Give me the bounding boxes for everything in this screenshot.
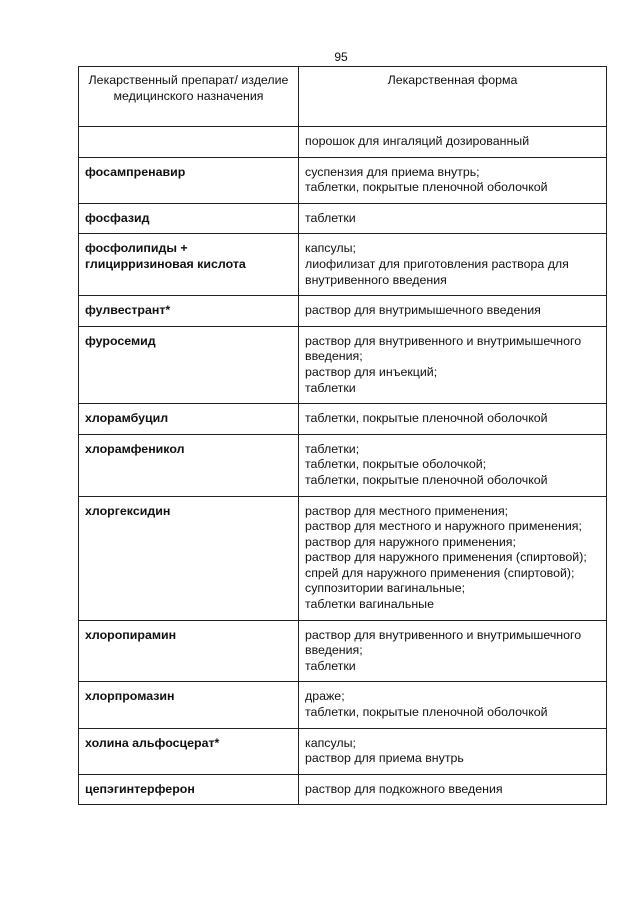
dosage-form-line: раствор для наружного применения; xyxy=(305,534,516,549)
table-row xyxy=(79,774,607,805)
dosage-form-line: таблетки; xyxy=(305,441,360,456)
table-row xyxy=(79,234,607,296)
dosage-form-cell xyxy=(299,157,607,203)
dosage-form-line: раствор для подкожного введения xyxy=(305,781,503,796)
dosage-form-line: спрей для наружного применения (спиртовой); xyxy=(305,565,575,580)
dosage-form-cell xyxy=(299,127,607,158)
dosage-form-line: капсулы; xyxy=(305,735,356,750)
dosage-form-line: таблетки, покрытые пленочной оболочкой xyxy=(305,472,548,487)
drug-name-cell: хлоропирамин xyxy=(79,620,299,682)
table-row xyxy=(79,682,607,728)
table-row xyxy=(79,620,607,682)
dosage-form-cell xyxy=(299,234,607,296)
dosage-form-cell xyxy=(299,774,607,805)
header-drug: Лекарственный препарат/ изделие медицинского назначения xyxy=(79,67,299,127)
table-row xyxy=(79,296,607,327)
dosage-form-line: раствор для внутривенного и внутримышечного введения; xyxy=(305,333,582,364)
dosage-form-line: раствор для внутримышечного введения xyxy=(305,303,541,318)
dosage-form-line: таблетки xyxy=(305,210,356,225)
drug-name-cell: фосфолипиды + глицирризиновая кислота xyxy=(79,234,299,296)
dosage-form-line: капсулы; xyxy=(305,241,356,256)
drug-name-cell: цепэгинтерферон xyxy=(79,774,299,805)
table-row xyxy=(79,203,607,234)
table-row xyxy=(79,404,607,435)
dosage-form-cell xyxy=(299,296,607,327)
table-row xyxy=(79,326,607,403)
dosage-form-cell xyxy=(299,496,607,620)
drug-name-cell: хлорпромазин xyxy=(79,682,299,728)
dosage-form-line: таблетки, покрытые оболочкой; xyxy=(305,457,487,472)
dosage-form-line: порошок для ингаляций дозированный xyxy=(305,134,530,148)
dosage-form-line: таблетки, покрытые пленочной оболочкой xyxy=(305,705,548,720)
dosage-form-line: таблетки xyxy=(305,658,356,673)
dosage-form-line: раствор для приема внутрь xyxy=(305,751,464,766)
drug-table xyxy=(78,66,607,805)
drug-name-cell: фосфазид xyxy=(79,203,299,234)
dosage-form-cell xyxy=(299,728,607,774)
drug-name-cell: фуросемид xyxy=(79,326,299,403)
dosage-form-line: раствор для местного применения; xyxy=(305,503,509,518)
drug-name-cell xyxy=(79,127,299,158)
table-row xyxy=(79,496,607,620)
table-body xyxy=(79,127,607,805)
dosage-form-line: лиофилизат для приготовления раствора для внутривенного введения xyxy=(305,256,569,287)
table-row xyxy=(79,157,607,203)
table-row xyxy=(79,434,607,496)
dosage-form-line: таблетки вагинальные xyxy=(305,597,434,612)
table-row xyxy=(79,127,607,158)
dosage-form-line: раствор для наружного применения (спиртовой); xyxy=(305,550,587,565)
dosage-form-line: таблетки xyxy=(305,380,356,395)
dosage-form-line: драже; xyxy=(305,689,345,704)
dosage-form-cell xyxy=(299,434,607,496)
page-number: 95 xyxy=(334,50,348,64)
drug-name-cell: хлоргексидин xyxy=(79,496,299,620)
dosage-form-line: раствор для инъекций; xyxy=(305,364,438,379)
drug-name-cell: холина альфосцерат* xyxy=(79,728,299,774)
drug-name-cell: хлорамбуцил xyxy=(79,404,299,435)
dosage-form-line: таблетки, покрытые пленочной оболочкой xyxy=(305,180,548,195)
dosage-form-line: суспензия для приема внутрь; xyxy=(305,164,480,179)
dosage-form-line: раствор для внутривенного и внутримышечного введения; xyxy=(305,627,582,658)
table-row xyxy=(79,728,607,774)
dosage-form-line: раствор для местного и наружного применения; xyxy=(305,519,582,534)
dosage-form-cell xyxy=(299,682,607,728)
header-form: Лекарственная форма xyxy=(299,67,607,127)
dosage-form-cell xyxy=(299,620,607,682)
drug-name-cell: фосампренавир xyxy=(79,157,299,203)
dosage-form-cell xyxy=(299,326,607,403)
dosage-form-cell xyxy=(299,404,607,435)
dosage-form-line: суппозитории вагинальные; xyxy=(305,581,466,596)
drug-name-cell: хлорамфеникол xyxy=(79,434,299,496)
dosage-form-cell xyxy=(299,203,607,234)
drug-name-cell: фулвестрант* xyxy=(79,296,299,327)
dosage-form-line: таблетки, покрытые пленочной оболочкой xyxy=(305,411,548,426)
table-header-row xyxy=(79,67,607,127)
